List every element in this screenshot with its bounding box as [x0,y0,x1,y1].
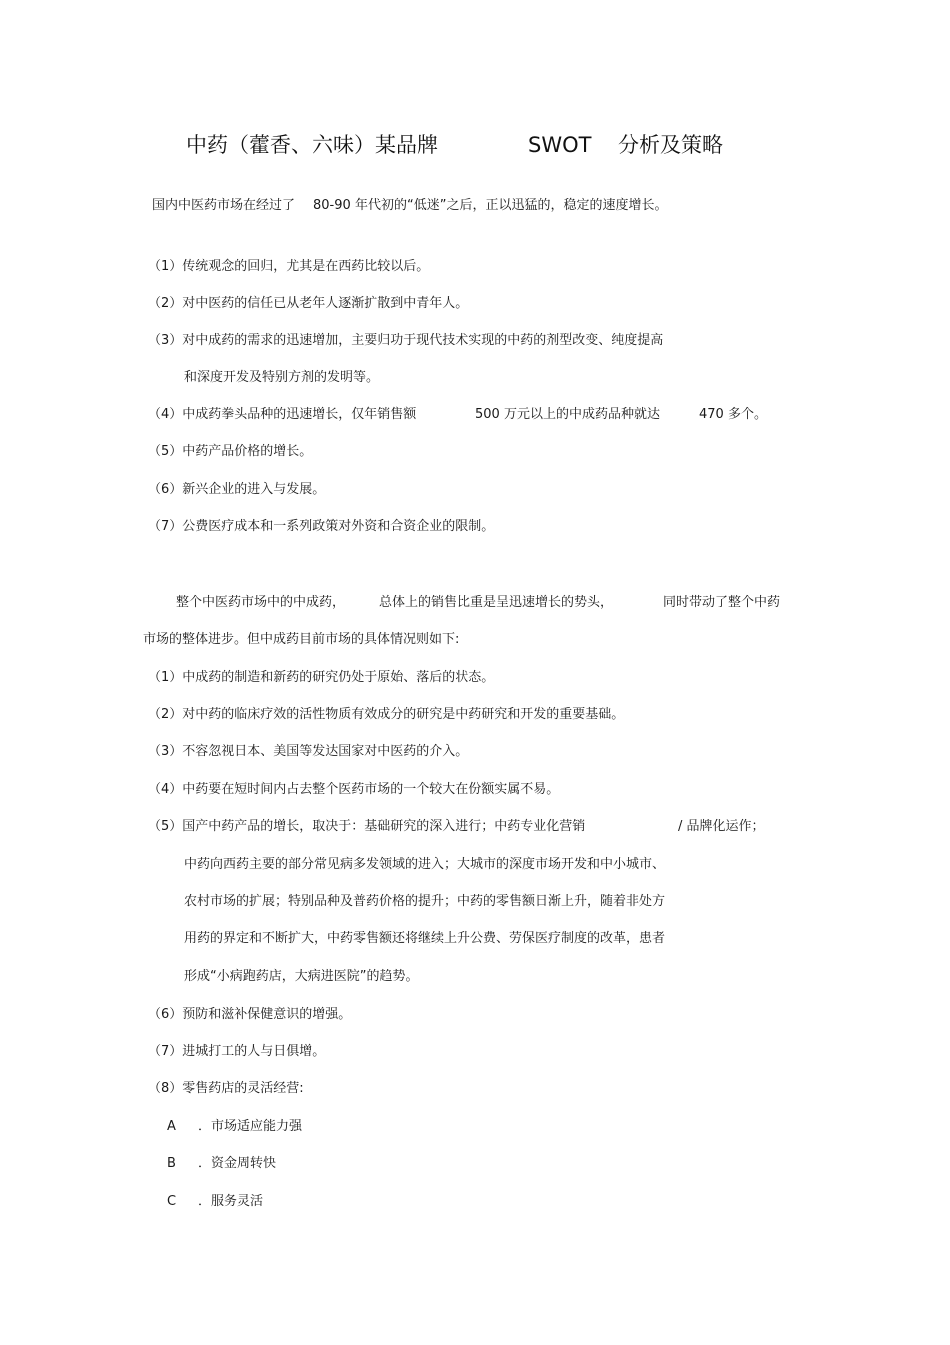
list1-item-5: （5）中药产品价格的增长。 [148,444,313,459]
list1-item-3: （3）对中成药的需求的迅速增加，主要归功于现代技术实现的中药的剂型改变、纯度提高 [148,333,664,348]
list3-item-7: （7）进城打工的人与日俱增。 [148,1044,326,1059]
list2-item-5-line1: 中药向西药主要的部分常见病多发领域的进入；大城市的深度市场开发和中小城市、 [184,857,666,872]
list3-item-6: （6）预防和滋补保健意识的增强。 [148,1007,352,1022]
sub-item-letter: C [167,1194,177,1209]
list3-item-8: （8）零售药店的灵活经营: [148,1081,304,1096]
sub-item-text: ．市场适应能力强 [198,1119,303,1134]
para2-b: 总体上的销售比重是呈迅速增长的势头， [379,595,614,610]
list1-item-4b: 500 万元以上的中成药品种就达 [475,407,660,422]
list1-item-3-cont: 和深度开发及特别方剂的发明等。 [184,370,380,385]
sub-item-letter: B [167,1156,176,1171]
list2-item-5-line2: 农村市场的扩展；特别品种及普药价格的提升；中药的零售额日渐上升，随着非处方 [184,894,666,909]
title-analysis: 分析及策略 [618,133,723,157]
title-swot: SWOT [528,133,592,157]
para2-a: 整个中医药市场中的中成药， [176,595,346,610]
intro-text-a: 国内中医药市场在经过了 [152,198,296,213]
list2-item-1: （1）中成药的制造和新药的研究仍处于原始、落后的状态。 [148,670,495,685]
intro-text-c: 年代初的“低迷”之后，正以迅猛的，稳定的速度增长。 [355,198,668,213]
list2-item-5a: （5）国产中药产品的增长，取决于：基础研究的深入进行；中药专业化营销 [148,819,586,834]
list1-item-1: （1）传统观念的回归，尤其是在西药比较以后。 [148,259,430,274]
list1-item-4c: 470 多个。 [699,407,767,422]
list1-item-6: （6）新兴企业的进入与发展。 [148,482,326,497]
list2-item-5-line3: 用药的界定和不断扩大，中药零售额还将继续上升公费、劳保医疗制度的改革，患者 [184,931,666,946]
list2-item-5b: / 品牌化运作； [678,819,765,834]
list1-item-7: （7）公费医疗成本和一系列政策对外资和合资企业的限制。 [148,519,495,534]
para2-c: 同时带动了整个中药 [663,595,781,610]
title-main: 中药（藿香、六味）某品牌 [186,133,438,157]
sub-item-text: ．服务灵活 [198,1194,264,1209]
list2-item-2: （2）对中药的临床疗效的活性物质有效成分的研究是中药研究和开发的重要基础。 [148,707,625,722]
intro-text-b: 80-90 [313,198,351,213]
list2-item-4: （4）中药要在短时间内占去整个医药市场的一个较大在份额实属不易。 [148,782,560,797]
list2-item-5-line4: 形成“小病跑药店，大病进医院”的趋势。 [184,969,419,984]
sub-item-text: ．资金周转快 [198,1156,277,1171]
list1-item-2: （2）对中医药的信任已从老年人逐渐扩散到中青年人。 [148,296,469,311]
sub-item-letter: A [167,1119,176,1134]
list1-item-4a: （4）中成药拳头品种的迅速增长，仅年销售额 [148,407,417,422]
para2-d: 市场的整体进步。但中成药目前市场的具体情况则如下: [143,632,460,647]
list2-item-3: （3）不容忽视日本、美国等发达国家对中医药的介入。 [148,744,469,759]
